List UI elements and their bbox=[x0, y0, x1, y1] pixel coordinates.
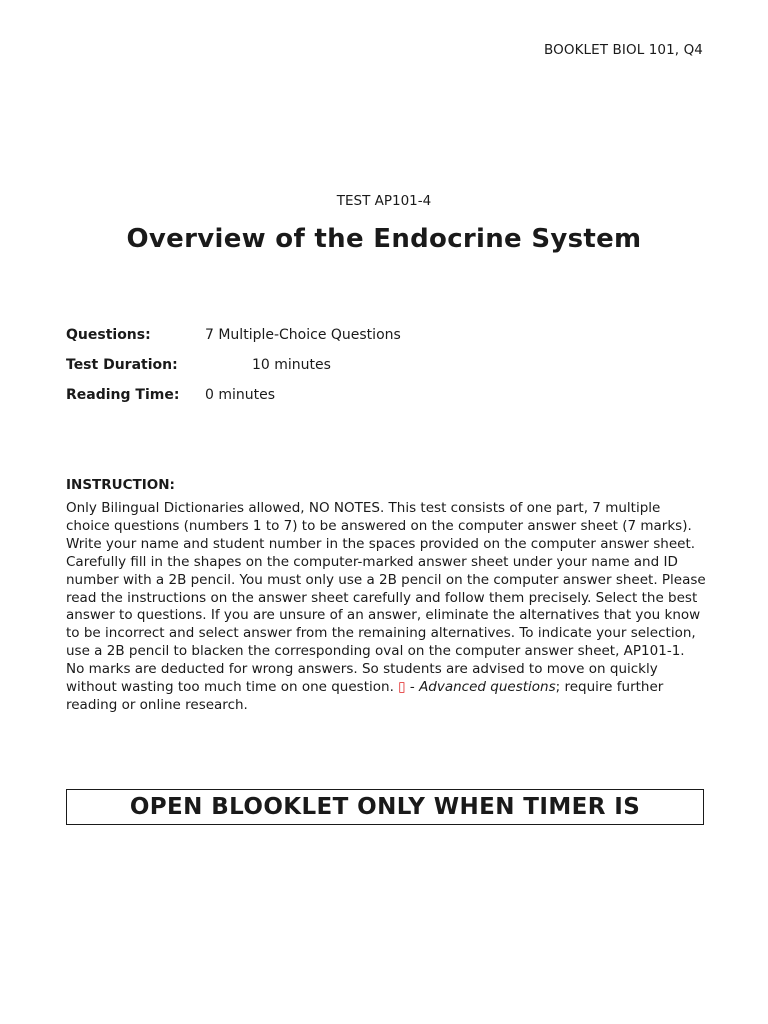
test-duration-row bbox=[66, 357, 331, 373]
advanced-questions-label: Advanced questions bbox=[419, 679, 556, 696]
instruction-text: Only Bilingual Dictionaries allowed, NO NOTES. This test consists of one part, 7 multiple choice questions (numbers 1 to 7) to be answered on the computer answer sheet (7 marks). Write your name and student number in the spaces provided on the computer answer sheet. Carefully fill in the shapes on the computer-marked answer sheet under your name and ID number with a 2B pencil. You must only use a 2B pencil on the computer answer sheet. Please read the instructions on the answer sheet carefully and follow them precisely. Select the best answer to questions. If you are unsure of an answer, eliminate the alternatives that you know to be incorrect and select answer from the remaining alternatives. To indicate your selection, use a 2B pencil to blacken the corresponding oval on the computer answer sheet, AP101-1. No marks are deducted for wrong answers. So students are advised to move on quickly without wasting too much time on one question. bbox=[66, 500, 706, 696]
booklet-reference: BOOKLET BIOL 101, Q4 bbox=[544, 42, 703, 58]
instruction-heading: INSTRUCTION: bbox=[66, 477, 175, 493]
instruction-paragraph bbox=[66, 500, 706, 715]
reading-time-value: 0 minutes bbox=[205, 387, 276, 403]
questions-row bbox=[66, 327, 401, 343]
reading-time-label: Reading Time: bbox=[66, 387, 180, 403]
page-title: Overview of the Endocrine System bbox=[126, 224, 642, 254]
open-booklet-banner: OPEN BLOOKLET ONLY WHEN TIMER IS bbox=[66, 789, 704, 825]
test-code: TEST AP101-4 bbox=[336, 193, 432, 209]
reading-time-row bbox=[66, 387, 276, 403]
advanced-separator: - bbox=[405, 679, 420, 696]
test-duration-label: Test Duration: bbox=[66, 357, 178, 373]
test-duration-value: 10 minutes bbox=[252, 357, 331, 373]
questions-label: Questions: bbox=[66, 327, 151, 343]
advanced-questions-note: ; require further reading or online research. bbox=[66, 679, 664, 713]
advanced-question-marker-icon: ▯ bbox=[398, 679, 406, 696]
questions-value: 7 Multiple-Choice Questions bbox=[205, 327, 401, 343]
